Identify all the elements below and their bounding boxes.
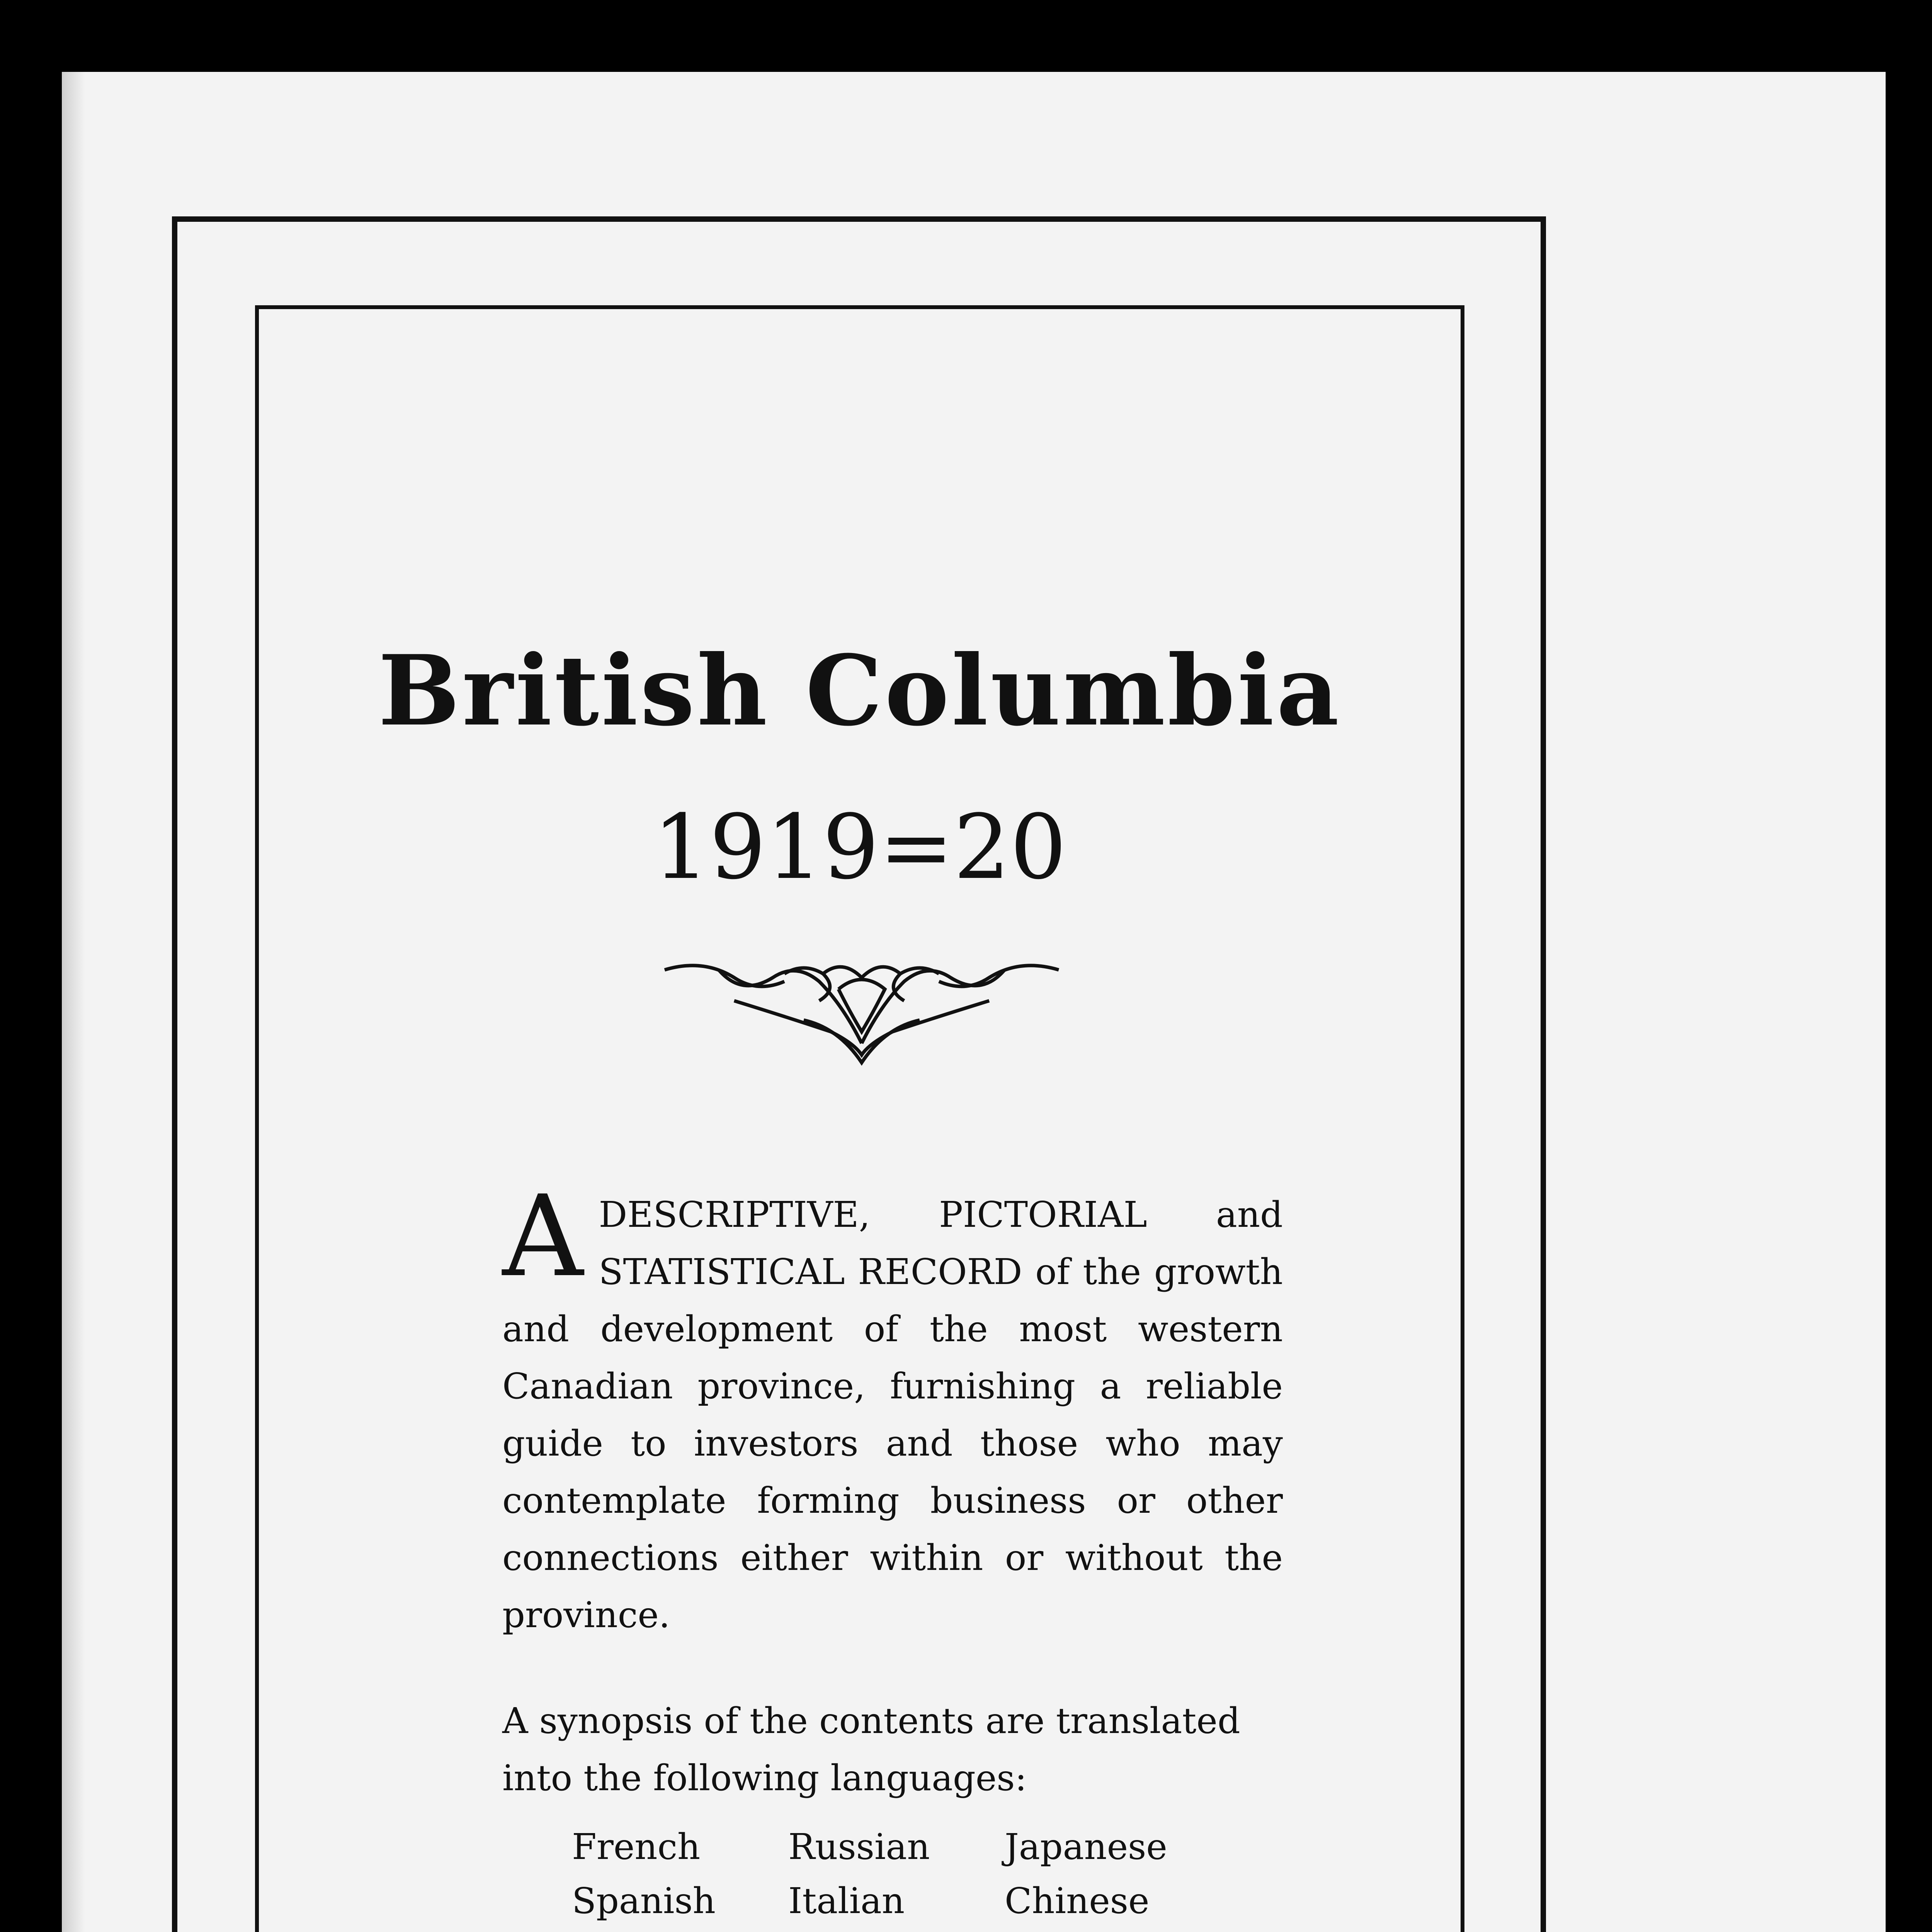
synopsis-paragraph: A synopsis of the contents are translated into the following languages:: [502, 1700, 1240, 1799]
book-title: British Columbia: [378, 634, 1342, 747]
languages-list: [572, 1824, 1236, 1924]
drop-cap: A: [502, 1172, 583, 1302]
description-text: DESCRIPTIVE, PICTORIAL and STATISTICAL RECORD of the growth and development of the most western Canadian province, furnishing a reliable guide to investors and those who may contemplate forming business or other connections either within or without the province.: [502, 1194, 1283, 1636]
language-item: Italian: [788, 1880, 905, 1922]
language-item: French: [572, 1826, 701, 1867]
page-gutter-shadow: [62, 72, 85, 1932]
description-paragraph: [502, 1172, 1283, 1644]
language-item: Spanish: [572, 1880, 716, 1922]
decorative-ornament-icon: [657, 954, 1066, 1070]
language-item: Chinese: [1005, 1880, 1150, 1922]
book-year: 1919=20: [653, 796, 1067, 899]
language-item: Russian: [788, 1826, 930, 1867]
language-item: Japanese: [1005, 1826, 1167, 1867]
inner-border-frame: [255, 305, 1464, 1932]
